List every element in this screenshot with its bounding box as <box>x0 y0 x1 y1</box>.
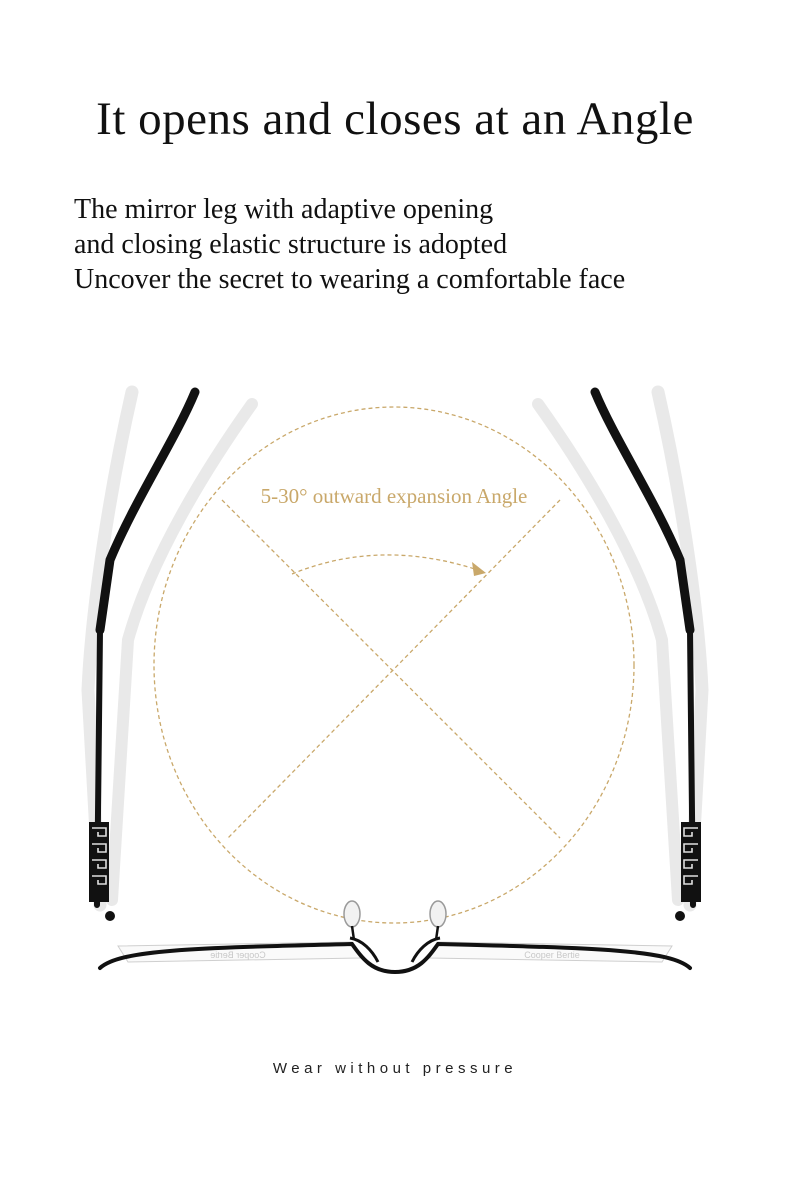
ghost-temple-left-inner <box>112 404 252 900</box>
description-line-1: The mirror leg with adaptive opening <box>74 194 494 225</box>
lens-brand-left: Cooper Bertie <box>210 950 266 960</box>
hinge-right-screw <box>675 911 685 921</box>
footer-tagline: Wear without pressure <box>272 1060 518 1077</box>
ghost-temples <box>88 392 702 905</box>
nose-pads <box>344 901 446 940</box>
temples <box>97 392 693 905</box>
page-title: It opens and closes at an Angle <box>96 93 694 145</box>
description-line-3: Uncover the secret to wearing a comfortable face <box>74 264 626 295</box>
description <box>74 192 625 297</box>
hinge-left-screw <box>105 911 115 921</box>
glasses-frame <box>100 901 690 972</box>
lens-brand-right: Cooper Bertie <box>524 950 580 960</box>
guide-arc <box>292 555 478 574</box>
glasses-illustration <box>0 340 790 1000</box>
arrow-icon <box>472 562 486 576</box>
nose-pad-left <box>344 901 360 927</box>
angle-label: 5-30° outward expansion Angle <box>260 484 528 508</box>
description-line-2: and closing elastic structure is adopted <box>74 229 508 260</box>
nose-pad-right <box>430 901 446 927</box>
